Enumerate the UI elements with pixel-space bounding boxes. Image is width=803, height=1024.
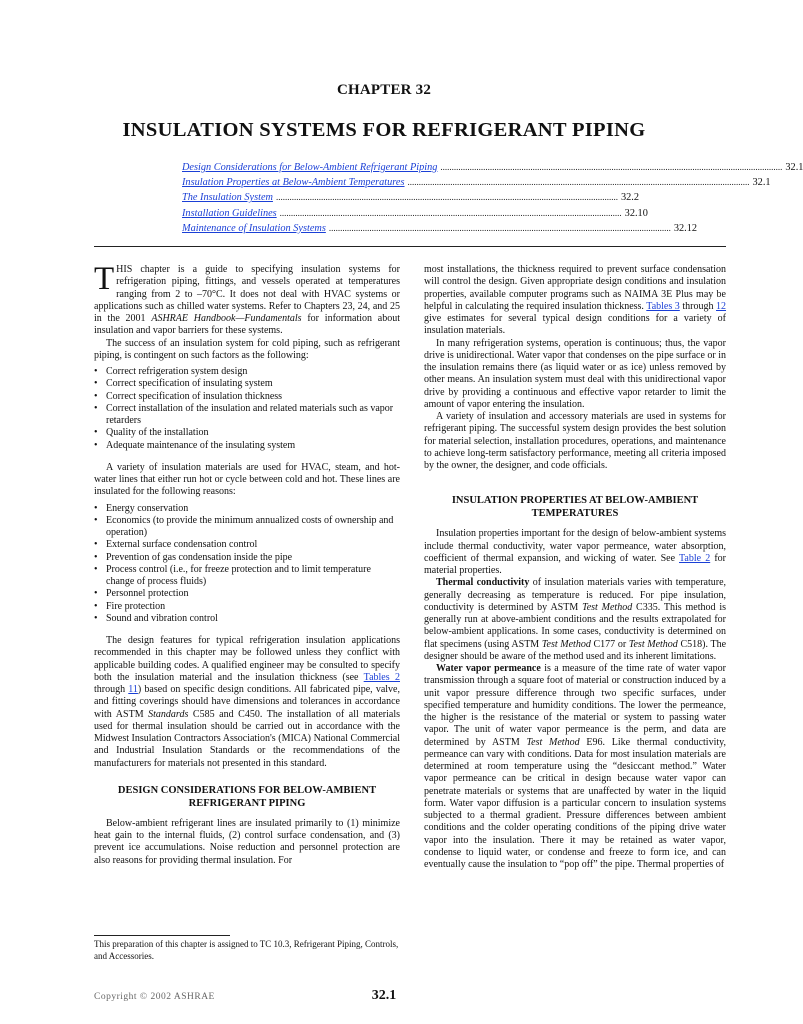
list-item: • Economics (to provide the minimum annualized costs of ownership and operation)	[94, 515, 400, 540]
accessory-materials-paragraph: A variety of insulation and accessory materials are used in systems for refrigerant piping. The successful system design provides the best solution for material selection, installation procedures, operations, and maintenance to achieve long-term satisfactory performance, meeting all criteria imposed by the owner, the designer, and code officials.	[424, 411, 726, 471]
properties-paragraph: Insulation properties important for the design of below-ambient systems include thermal conductivity, water vapor permeance, water absorption, coefficient of thermal expansion, and wicking of water. See Table 2 for material properties.	[424, 528, 726, 576]
chapter-label: CHAPTER 32	[336, 82, 432, 98]
toc-leader: ........................................................................................................................................................	[407, 177, 750, 188]
toc-entry	[182, 221, 698, 236]
toc-leader: ........................................................................................................................................................	[328, 222, 671, 233]
thermal-conductivity-paragraph: Thermal conductivity of insulation materials varies with temperature, generally decreasing as temperature is reduced. For pipe insulation, conductivity is determined by ASTM Test Method C335. This method is generally run at above-ambient conditions and the results extrapolated for below-ambient applications. In some cases, conductivity is determined on flat specimens (using ASTM Test Method C177 or Test Method C518). The designer should be aware of the method used and its inherent limitations.	[424, 577, 727, 662]
toc-page: 32.1	[785, 162, 803, 173]
section-heading-properties: INSULATION PROPERTIES AT BELOW-AMBIENT TEMPERATURES	[451, 495, 699, 520]
toc-entry	[182, 190, 638, 205]
header-divider	[94, 246, 726, 247]
toc-link-insulation-system[interactable]: The Insulation System	[182, 192, 273, 204]
page-number: 32.1	[371, 988, 397, 1003]
list-item: • Personnel protection	[94, 588, 400, 600]
continued-paragraph: most installations, the thickness required to prevent surface condensation will control the design. Given appropriate design conditions and insulation properties, available computer programs such as NAIMA 3E Plus may be helpful in calculating the required insulation thickness. Tables 3 through 12 give estimates for several typical design conditions for a variety of insulation materials.	[424, 264, 727, 337]
toc-page: 32.12	[673, 222, 698, 234]
toc-leader: ........................................................................................................................................................	[440, 162, 783, 172]
reasons-list	[94, 503, 400, 626]
right-column	[424, 264, 726, 871]
section-heading-design: DESIGN CONSIDERATIONS FOR BELOW-AMBIENT REFRIGERANT PIPING	[117, 784, 377, 809]
drop-cap: T	[94, 261, 115, 297]
toc-leader: ........................................................................................................................................................	[275, 192, 618, 203]
left-column	[94, 261, 400, 867]
table-of-contents	[182, 160, 803, 236]
toc-leader: ........................................................................................................................................................	[279, 207, 622, 218]
toc-entry	[182, 206, 648, 221]
design-paragraph: The design features for typical refrigeration insulation applications recommended in this chapter may be followed unless they conflict with applicable building codes. A qualified engineer may be consulted to specify both the insulation material and the insulation thickness (see Tables 2 through 11) based on specific design conditions. All fabricated pipe, valve, and fitting coverings should have dimensions and tolerances in accordance with ASTM Standards C585 and C450. The installation of all materials used for thermal insulation should be carried out in accordance with the Midwest Insulation Contractors Association's (MICA) National Commercial and Industrial Insulation Standards or the recommendations of the manufacturers for materials not presented in this standard.	[94, 635, 400, 769]
list-item: • Correct specification of insulation thickness	[94, 391, 400, 403]
toc-page: 32.10	[624, 207, 648, 219]
toc-entry	[182, 175, 771, 190]
list-item: • Correct specification of insulating system	[94, 378, 400, 390]
table-2-link[interactable]: Table 2	[679, 552, 711, 564]
footnote-divider	[94, 935, 230, 936]
water-vapor-paragraph: Water vapor permeance is a measure of the time rate of water vapor transmission through a square foot of material or construction induced by a unit vapor pressure difference through two specific surfaces, under specified temperature and humidity conditions. The lower the permeance, the higher is the resistance of the material or system to passing water vapor. The unit of water vapor permeance is the perm, and data are determined by ASTM Test Method E96. Like thermal conductivity, permeance can vary with conditions. Data for most insulation materials are determined at room temperature using the “desiccant method.” Water vapor permeance can be critical in design because water vapor can penetrate materials or systems that are unaffected by water in the liquid form. Water vapor diffusion is a particular concern to insulation systems subjected to a thermal gradient. Pressure differences between ambient conditions and the colder operating conditions of the piping drive water vapor into the insulation. There it may be retained as water vapor, condense to liquid water, or condense and freeze to form ice, and can eventually cause the insulation to “pop off” the pipe. Thermal properties of	[424, 663, 726, 870]
list-item: • External surface condensation control	[94, 539, 400, 551]
list-item: • Correct installation of the insulation and related materials such as vapor retarders	[94, 403, 400, 428]
vapor-drive-paragraph: In many refrigeration systems, operation is continuous; thus, the vapor drive is unidirectional. Water vapor that condenses on the pipe surface or in the insulation remains there (as liquid water or as ice) unless removed by other means. An insulation system must deal with this unidirectional vapor drive by providing a continuous and effective vapor retarder to limit the amount of vapor entering the insulation.	[424, 337, 726, 410]
toc-link-insulation-properties[interactable]: Insulation Properties at Below-Ambient Temperatures	[182, 177, 405, 189]
list-item: • Fire protection	[94, 601, 400, 613]
factors-list	[94, 366, 400, 452]
list-item: • Correct refrigeration system design	[94, 366, 400, 378]
toc-entry	[182, 160, 803, 175]
list-item: • Prevention of gas condensation inside the pipe	[94, 552, 400, 564]
table-12-link[interactable]: 12	[716, 300, 727, 312]
footnote: This preparation of this chapter is assigned to TC 10.3, Refrigerant Piping, Controls, and Accessories.	[94, 939, 399, 961]
toc-page: 32.1	[752, 177, 771, 189]
tables-3-link[interactable]: Tables 3	[646, 300, 680, 312]
page-title: INSULATION SYSTEMS FOR REFRIGERANT PIPING	[122, 119, 646, 141]
copyright-notice: Copyright © 2002 ASHRAE	[94, 992, 215, 1002]
list-item: • Adequate maintenance of the insulating system	[94, 440, 400, 452]
toc-link-maintenance[interactable]: Maintenance of Insulation Systems	[182, 222, 326, 234]
toc-page: 32.2	[620, 192, 639, 204]
intro-paragraph: THIS chapter is a guide to specifying insulation systems for refrigeration piping, fittings, and vessels operated at temperatures ranging from 2 to –70°C. It does not deal with HVAC systems or applications such as chilled water systems. Refer to Chapters 23, 24, and 25 in the 2001 ASHRAE Handbook—Fundamentals for information about insulation and vapor barriers for these systems.	[94, 261, 400, 337]
toc-link-installation-guidelines[interactable]: Installation Guidelines	[182, 207, 277, 219]
list-item: • Sound and vibration control	[94, 613, 400, 625]
tables-2-link[interactable]: Tables 2	[363, 671, 400, 683]
list-item: • Quality of the installation	[94, 427, 400, 439]
list-item: • Energy conservation	[94, 503, 400, 515]
table-11-link[interactable]: 11	[128, 684, 138, 695]
variety-paragraph: A variety of insulation materials are used for HVAC, steam, and hot-water lines that either run hot or cycle between cold and hot. These lines are insulated for the following reasons:	[94, 461, 400, 498]
below-ambient-paragraph: Below-ambient refrigerant lines are insulated primarily to (1) minimize heat gain to the internal fluids, (2) control surface condensation, and (3) prevent ice accumulations. Noise reduction and personnel protection are also reasons for providing thermal insulation. For	[94, 817, 400, 866]
list-item: • Process control (i.e., for freeze protection and to limit temperature change of process fluids)	[94, 564, 400, 589]
success-paragraph: The success of an insulation system for cold piping, such as refrigerant piping, is contingent on such factors as the following:	[94, 337, 400, 361]
toc-link-design-considerations[interactable]: Design Considerations for Below-Ambient Refrigerant Piping	[182, 162, 438, 173]
